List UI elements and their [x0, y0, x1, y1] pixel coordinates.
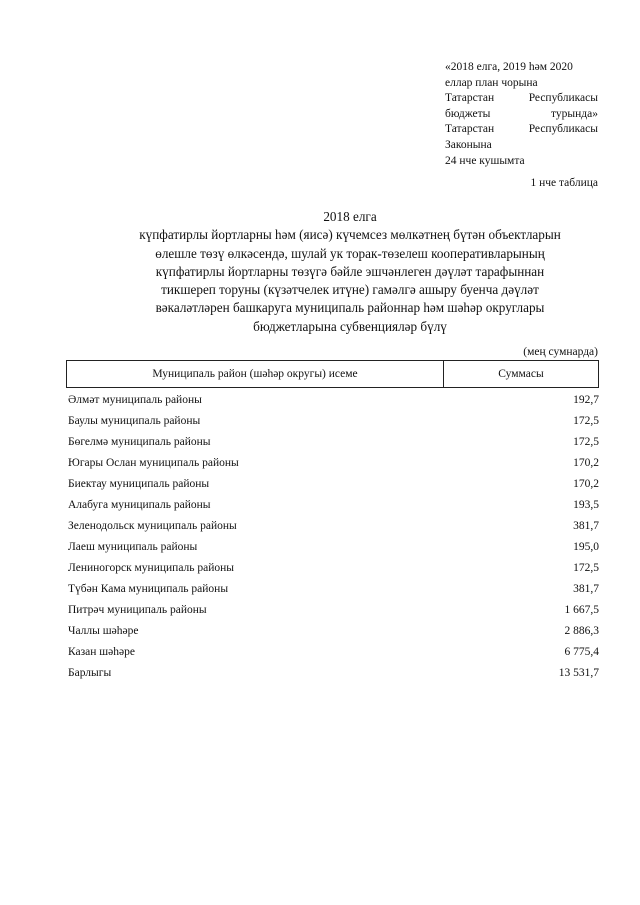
appendix-line: Законына	[445, 138, 492, 151]
row-value: 192,7	[573, 393, 599, 406]
row-value: 6 775,4	[564, 645, 599, 658]
document-title	[100, 208, 600, 336]
table-row	[68, 431, 599, 452]
appendix-reference	[445, 60, 598, 169]
row-name: Лениногорск муниципаль районы	[68, 561, 235, 574]
row-value: 170,2	[573, 477, 599, 490]
total-value: 13 531,7	[558, 666, 599, 679]
row-value: 381,7	[573, 519, 599, 532]
appendix-word: Республикасы	[528, 92, 598, 105]
table-body	[68, 389, 599, 683]
appendix-word: бюджеты	[445, 107, 491, 120]
appendix-line	[445, 91, 598, 107]
table-row	[68, 536, 599, 557]
title-line: бюджетларына субвенцияләр бүлү	[253, 318, 447, 334]
appendix-line: 24 нче кушымта	[445, 154, 525, 167]
table-row	[68, 389, 599, 410]
appendix-word: турында»	[551, 107, 598, 120]
row-name: Биектау муниципаль районы	[68, 477, 210, 490]
row-name: Казан шәһәре	[68, 645, 135, 658]
table-row	[68, 620, 599, 641]
row-name: Лаеш муниципаль районы	[68, 540, 198, 553]
table-row	[68, 452, 599, 473]
row-value: 381,7	[573, 582, 599, 595]
row-name: Баулы муниципаль районы	[68, 414, 201, 427]
table-number-label: 1 нче таблица	[530, 177, 598, 189]
appendix-line: еллар план чорына	[445, 76, 538, 89]
header-name-column: Муниципаль район (шәһәр округы) исеме	[67, 361, 444, 387]
total-label: Барлыгы	[68, 666, 112, 679]
table-row	[68, 557, 599, 578]
title-line: күпфатирлы йортларны төзүгә бәйле эшчәнлеген дәүләт тарафыннан	[155, 263, 545, 279]
row-name: Чаллы шәһәре	[68, 624, 139, 637]
row-name: Югары Ослан муниципаль районы	[68, 456, 239, 469]
row-name: Бөгелмә муниципаль районы	[68, 435, 211, 448]
row-value: 193,5	[573, 498, 599, 511]
row-value: 172,5	[573, 414, 599, 427]
table-row	[68, 599, 599, 620]
title-line: вәкаләтләрен башкаруга муниципаль районнар һәм шәһәр округлары	[155, 300, 545, 316]
row-name: Әлмәт муниципаль районы	[68, 393, 202, 406]
appendix-word: Республикасы	[528, 123, 598, 136]
title-year: 2018 елга	[323, 209, 377, 224]
row-value: 172,5	[573, 561, 599, 574]
row-value: 170,2	[573, 456, 599, 469]
row-name: Питрәч муниципаль районы	[68, 603, 207, 616]
row-value: 1 667,5	[564, 603, 599, 616]
row-name: Зеленодольск муниципаль районы	[68, 519, 237, 532]
appendix-word: Татарстан	[445, 123, 495, 136]
table-row	[68, 494, 599, 515]
row-name: Түбән Кама муниципаль районы	[68, 582, 229, 595]
appendix-line	[445, 122, 598, 138]
row-name: Алабуга муниципаль районы	[68, 498, 211, 511]
row-value: 195,0	[573, 540, 599, 553]
appendix-line: «2018 елга, 2019 һәм 2020	[445, 61, 573, 73]
table-row-total	[68, 662, 599, 683]
table-header	[66, 360, 599, 388]
appendix-line	[445, 107, 598, 123]
row-value: 172,5	[573, 435, 599, 448]
title-line: күпфатирлы йортларны һәм (яисә) күчемсез мөлкәтнең бүтән объектларын	[139, 227, 561, 243]
table-row	[68, 473, 599, 494]
header-amount-column: Суммасы	[498, 368, 544, 380]
appendix-word: Татарстан	[445, 92, 495, 105]
row-value: 2 886,3	[564, 624, 599, 637]
title-line: өлешле төзү өлкәсендә, шулай ук торак-төзелеш кооперативларының	[155, 245, 545, 261]
unit-label: (мең сумнарда)	[523, 346, 598, 358]
table-row	[68, 410, 599, 431]
table-row	[68, 641, 599, 662]
title-line: тикшереп торуны (күзәтчелек итүне) гамәлгә ашыру буенча дәүләт	[161, 282, 539, 298]
table-row	[68, 578, 599, 599]
table-row	[68, 515, 599, 536]
